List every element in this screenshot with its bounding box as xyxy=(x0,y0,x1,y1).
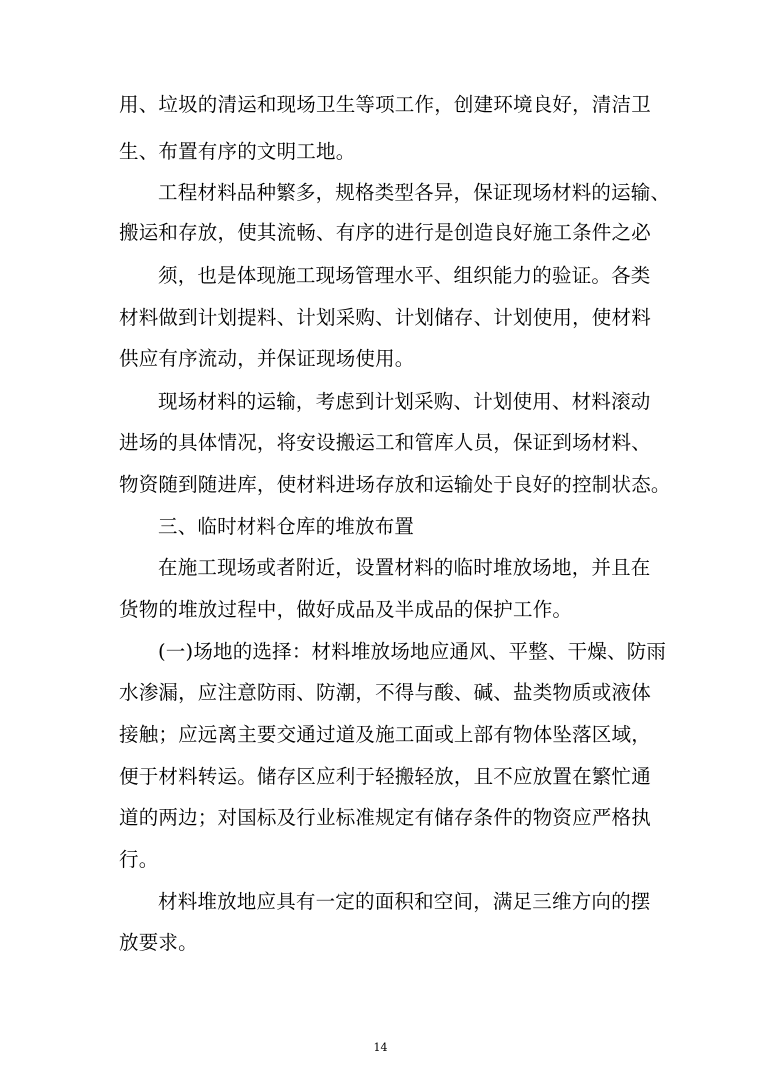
text-line: 生、布置有序的文明工地。 xyxy=(119,140,356,163)
paragraph-start-line: 在施工现场或者附近，设置材料的临时堆放场地，并且在 xyxy=(158,556,651,579)
text-line: 须，也是体现施工现场管理水平、组织能力的验证。各类 xyxy=(158,264,651,287)
section-heading: 三、临时材料仓库的堆放布置 xyxy=(158,515,415,538)
text-line: 水渗漏，应注意防雨、防潮，不得与酸、碱、盐类物质或液体 xyxy=(119,681,651,704)
text-line: 道的两边；对国标及行业标准规定有储存条件的物资应严格执 xyxy=(119,806,651,829)
text-line: 搬运和存放，使其流畅、有序的进行是创造良好施工条件之必 xyxy=(119,221,651,244)
paragraph-start-line: (一)场地的选择：材料堆放场地应通风、平整、干燥、防雨 xyxy=(158,640,667,663)
text-line: 用、垃圾的清运和现场卫生等项工作，创建环境良好，清洁卫 xyxy=(119,93,651,116)
text-line: 物资随到随进库，使材料进场存放和运输处于良好的控制状态。 xyxy=(119,473,671,496)
page-number: 14 xyxy=(373,1041,388,1054)
text-line: 材料做到计划提料、计划采购、计划储存、计划使用，使材料 xyxy=(119,306,651,329)
text-line: 接触；应远离主要交通过道及施工面或上部有物体坠落区域， xyxy=(119,723,651,746)
text-line: 进场的具体情况，将安设搬运工和管库人员，保证到场材料、 xyxy=(119,431,651,454)
paragraph-start-line: 工程材料品种繁多，规格类型各异，保证现场材料的运输、 xyxy=(158,181,671,204)
text-line: 行。 xyxy=(119,848,159,871)
text-line: 供应有序流动，并保证现场使用。 xyxy=(119,347,415,370)
paragraph-start-line: 材料堆放地应具有一定的面积和空间，满足三维方向的摆 xyxy=(158,890,651,913)
paragraph-start-line: 现场材料的运输，考虑到计划采购、计划使用、材料滚动 xyxy=(158,390,651,413)
text-line: 放要求。 xyxy=(119,931,198,954)
text-line: 便于材料转运。储存区应利于轻搬轻放，且不应放置在繁忙通 xyxy=(119,765,651,788)
text-line: 货物的堆放过程中，做好成品及半成品的保护工作。 xyxy=(119,598,573,621)
